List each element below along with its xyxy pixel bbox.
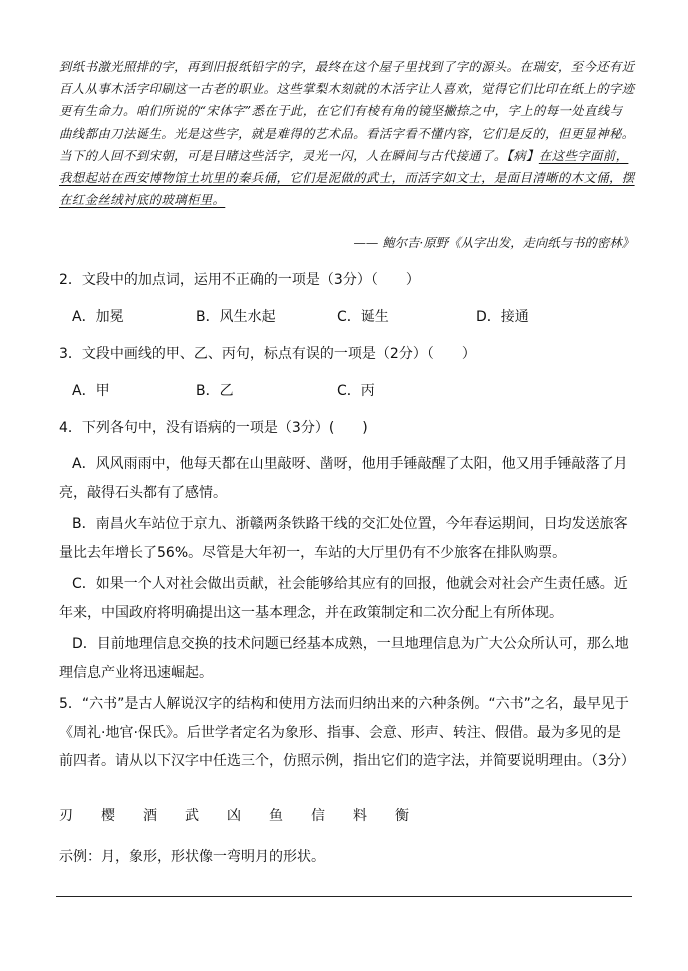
q4-option-b: B．南昌火车站位于京九、浙赣两条铁路干线的交汇处位置，今年春运期间，日均发送旅客量比去年增长了56%。尽管是大年初一，车站的大厅里仍有不少旅客在排队购票。 [59,516,628,561]
q4-option-d: D．目前地理信息交换的技术问题已经基本成熟，一旦地理信息为广大公众所认可，那么地理信息产业将迅速崛起。 [59,636,629,681]
answer-line [56,896,632,897]
q5-character: 凶 [227,808,241,824]
q2-option-c: C．诞生 [337,309,389,325]
reading-passage [59,56,635,211]
q5-character: 武 [185,808,199,824]
q2-option-d: D．接通 [476,309,529,325]
q5-character: 信 [311,808,325,824]
q2-option-a: A．加冕 [72,309,124,325]
q3-option-b: B．乙 [196,383,234,399]
passage-text: 到纸书激光照排的字，再到旧报纸铅字的字，最终在这个屋子里找到了字的源头。在瑞安，至今还有近百人从事木活字印刷这一古老的职业。这些掌梨木刻就的木活字让人喜欢，觉得它们比印在纸上的字迹更有生命力。咱们所说的“宋体字”悉在于此，在它们有棱有角的镜坚撇捺之中，字上的每一处直线与曲线都由刀法诞生。光是这些字，就是难得的艺术品。看活字看不懂内容，它们是反的，但更显神秘。当下的人回不到宋朝，可是目睹这些活字，灵光一闪，人在瞬间与古代接通了。【病】 [59,59,635,163]
q5-character: 酒 [143,808,157,824]
q2-option-b: B．风生水起 [196,309,276,325]
question-2-stem: 2．文段中的加点词，运用不正确的一项是（3分）（ ） [59,272,420,288]
q5-character: 料 [353,808,367,824]
q5-character: 衡 [395,808,409,824]
q3-option-c: C．丙 [337,383,375,399]
question-3-stem: 3．文段中画线的甲、乙、丙句，标点有误的一项是（2分）（ ） [59,346,476,362]
passage-attribution: —— 鲍尔吉·原野《从字出发，走向纸与书的密林》 [353,235,634,250]
question-4-stem: 4．下列各句中，没有语病的一项是（3分）( ) [59,420,368,436]
q4-option-c: C．如果一个人对社会做出贡献，社会能够给其应有的回报，他就会对社会产生责任感。近年来，中国政府将明确提出这一基本理念，并在政策制定和二次分配上有所体现。 [59,576,628,621]
q5-example: 示例：月，象形，形状像一弯明月的形状。 [59,849,325,865]
q5-character: 樱 [101,808,115,824]
passage-underlined-text: 在这些字面前，我想起站在西安博物馆土坑里的秦兵俑，它们是泥做的武士，而活字如文士，是面目清晰的木文俑，摆在红金丝绒衬底的玻璃柜里。 [59,147,635,208]
question-5-stem: 5．“六书”是古人解说汉字的结构和使用方法而归纳出来的六种条例。“六书”之名，最早见于《周礼·地官·保氏》。后世学者定名为象形、指事、会意、形声、转注、假借。最为多见的是前四者。请从以下汉字中任选三个，仿照示例，指出它们的造字法，并简要说明理由。（3分） [59,696,635,769]
q3-option-a: A．甲 [72,383,110,399]
q5-character: 鱼 [269,808,283,824]
q4-option-a: A．风风雨雨中，他每天都在山里敲呀、凿呀，他用手锤敲醒了太阳，他又用手锤敲落了月亮，敲得石头都有了感情。 [59,456,628,501]
q5-character: 刃 [59,808,73,824]
